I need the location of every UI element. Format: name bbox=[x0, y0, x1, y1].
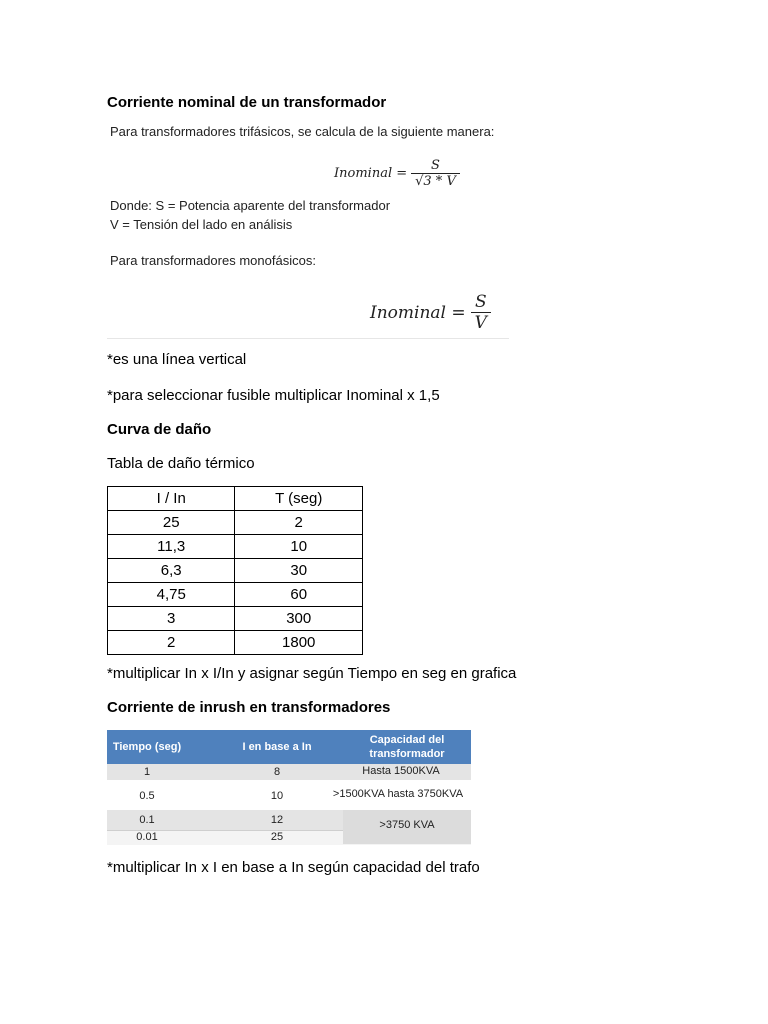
section-title-inrush: Corriente de inrush en transformadores bbox=[107, 699, 391, 716]
table-cell: 10 bbox=[235, 535, 363, 559]
table-row bbox=[108, 511, 363, 535]
table-cell: 60 bbox=[235, 583, 363, 607]
table-cell: Hasta 1500KVA bbox=[362, 765, 440, 777]
table-cell: 2 bbox=[235, 511, 363, 535]
table-header-cell: I / In bbox=[108, 487, 235, 511]
table-cell: 1 bbox=[143, 766, 151, 778]
formula-monofasico-lhs: Inominal = bbox=[370, 302, 466, 323]
table-cell: >1500KVA hasta 3750KVA bbox=[332, 788, 464, 800]
inrush-header-cell: I en base a In bbox=[242, 741, 312, 753]
table-cell: 4,75 bbox=[108, 583, 235, 607]
formula-monofasico-denominator: V bbox=[474, 313, 487, 333]
table-row bbox=[108, 583, 363, 607]
inrush-header-cell: Capacidad del transformador bbox=[369, 734, 445, 760]
note-fuse: *para seleccionar fusible multiplicar Inominal x 1,5 bbox=[107, 387, 440, 404]
formula-trifasico-lhs: Inominal = bbox=[334, 166, 408, 181]
formula-monofasico-numerator: S bbox=[474, 292, 487, 312]
table-cell: 25 bbox=[108, 511, 235, 535]
table-cell: 12 bbox=[270, 814, 284, 826]
table-row bbox=[108, 631, 363, 655]
monofasico-intro: Para transformadores monofásicos: bbox=[110, 253, 316, 268]
note-vertical-line: *es una línea vertical bbox=[107, 351, 247, 368]
merged-capacity-cell bbox=[343, 810, 471, 844]
inrush-header-cell: Tiempo (seg) bbox=[112, 741, 182, 753]
table-header-cell: T (seg) bbox=[235, 487, 363, 511]
table-cell: 10 bbox=[270, 790, 284, 802]
table-cell: >3750 KVA bbox=[379, 819, 435, 831]
section-title-curva: Curva de daño bbox=[107, 421, 212, 438]
table-row bbox=[108, 607, 363, 631]
table-row bbox=[108, 535, 363, 559]
table-cell: 0.1 bbox=[139, 814, 155, 826]
formula-monofasico bbox=[370, 292, 491, 333]
trifasico-intro: Para transformadores trifásicos, se calcula de la siguiente manera: bbox=[110, 124, 495, 139]
table-cell: 25 bbox=[270, 831, 284, 843]
note-thermal: *multiplicar In x I/In y asignar según Tiempo en seg en grafica bbox=[107, 665, 517, 682]
section-subtitle-tabla: Tabla de daño térmico bbox=[107, 455, 255, 472]
table-cell: 30 bbox=[235, 559, 363, 583]
formula-trifasico-denominator: √3 * V bbox=[415, 174, 456, 189]
table-cell: 0.01 bbox=[136, 831, 158, 843]
table-row bbox=[108, 559, 363, 583]
donde-line-2: V = Tensión del lado en análisis bbox=[110, 217, 293, 232]
formula-trifasico-numerator: S bbox=[431, 158, 440, 173]
table-cell: 8 bbox=[273, 766, 281, 778]
table-cell: 11,3 bbox=[108, 535, 235, 559]
table-cell: 3 bbox=[108, 607, 235, 631]
table-cell: 300 bbox=[235, 607, 363, 631]
thermal-damage-table bbox=[107, 486, 363, 655]
inrush-table-header bbox=[107, 730, 471, 764]
note-inrush: *multiplicar In x I en base a In según capacidad del trafo bbox=[107, 859, 480, 876]
table-cell: 0.5 bbox=[139, 790, 155, 802]
table-row bbox=[107, 764, 471, 780]
table-cell: 1800 bbox=[235, 631, 363, 655]
table-row bbox=[107, 780, 471, 810]
donde-line-1: Donde: S = Potencia aparente del transformador bbox=[110, 198, 391, 213]
table-cell: 2 bbox=[108, 631, 235, 655]
section-title-nominal: Corriente nominal de un transformador bbox=[107, 94, 387, 111]
inrush-table bbox=[107, 730, 471, 844]
image-divider bbox=[107, 338, 509, 339]
formula-trifasico bbox=[334, 158, 460, 189]
table-cell: 6,3 bbox=[108, 559, 235, 583]
table-header-row bbox=[108, 487, 363, 511]
